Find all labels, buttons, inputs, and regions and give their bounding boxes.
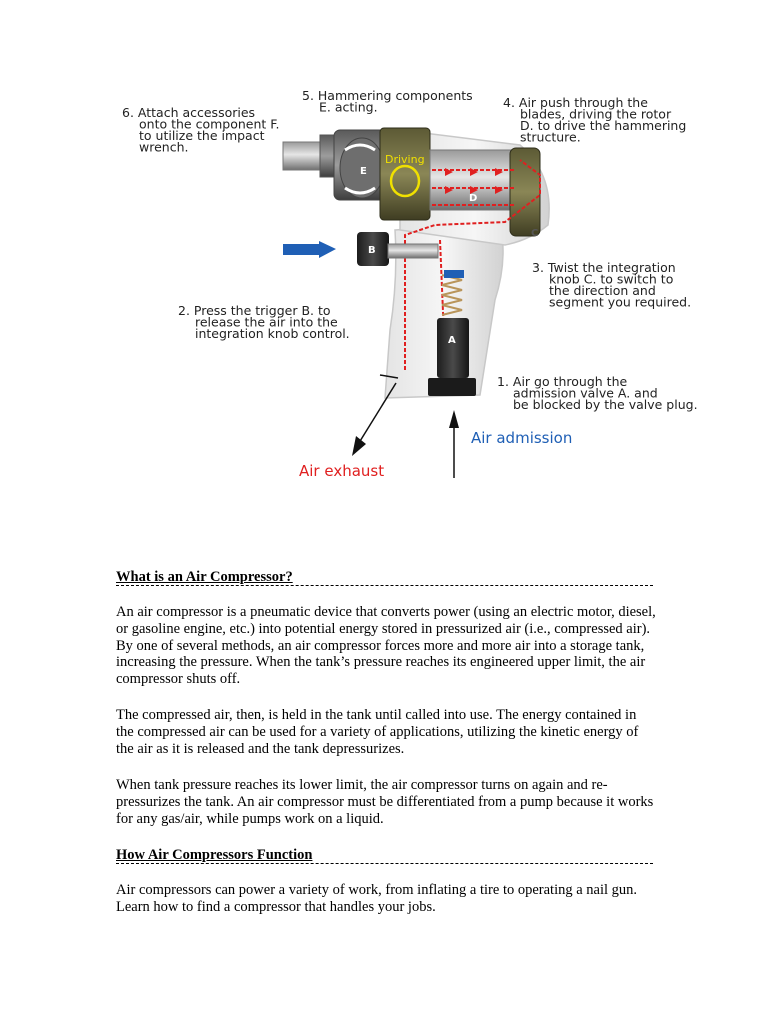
heading-rule — [116, 585, 653, 586]
callout-line: segment you required. — [549, 294, 692, 310]
paragraph: An air compressor is a pneumatic device that converts power (using an electric motor, diesel, or gasoline engine, etc.) into potential energy stored in pressurized air (i.e., compressed air). By one of several methods, an air compressor forces more and more air into a storage tank, increasing the pressure. When the tank’s pressure reaches its engineered upper limit, the air compressor shuts off. — [116, 604, 656, 688]
part-letter-a: A — [448, 335, 456, 346]
callout-line: wrench. — [139, 139, 189, 155]
callout-4 — [503, 95, 686, 145]
admission-arrow-icon — [449, 410, 459, 478]
section-heading-row — [116, 568, 653, 586]
callout-line: E. acting. — [319, 99, 378, 115]
air-exhaust-label: Air exhaust — [299, 462, 385, 480]
callout-line: blades, driving the rotor — [520, 106, 672, 122]
callout-line: integration knob control. — [195, 326, 350, 341]
callout-line: knob C. to switch to — [549, 271, 674, 287]
part-letter-e: E — [360, 166, 367, 177]
paragraph: Air compressors can power a variety of work, from inflating a tire to operating a nail gun. Learn how to find a compressor that handles your jobs. — [116, 882, 638, 915]
trigger-pointer-icon — [283, 241, 336, 258]
callout-line: D. to drive the hammering — [520, 118, 687, 133]
callout-line: the direction and — [549, 283, 656, 298]
paragraph: When tank pressure reaches its lower limit, the air compressor turns on again and re-pressurizes the tank. An air compressor must be differentiated from a pump because it works for any gas/air, while pumps work on a liquid. — [116, 777, 654, 827]
part-letter-f: F — [262, 151, 269, 162]
section-heading: How Air Compressors Function — [116, 847, 313, 863]
callout-1 — [497, 374, 698, 412]
callout-line: be blocked by the valve plug. — [513, 397, 698, 412]
heading-rule — [116, 863, 653, 864]
callout-line: 2. Press the trigger B. to — [178, 303, 331, 318]
section-heading-row — [116, 846, 653, 864]
callout-line: 5. Hammering components — [302, 88, 473, 103]
impact-wrench-diagram — [0, 0, 768, 500]
driving-label: Driving — [385, 153, 425, 166]
section-heading: What is an Air Compressor? — [116, 569, 293, 585]
callout-line: 4. Air push through the — [503, 95, 648, 110]
callout-line: structure. — [520, 129, 581, 145]
part-letter-d: D — [469, 193, 478, 204]
callout-line: 1. Air go through the — [497, 374, 628, 389]
callout-line: to utilize the impact — [139, 128, 265, 143]
paragraph: The compressed air, then, is held in the tank until called into use. The energy contained in the compressed air can be used for a variety of applications, utilizing the kinetic energy of the air as it is released and the tank depressurizes. — [116, 707, 639, 757]
callout-5 — [302, 88, 473, 115]
callout-line: 6. Attach accessories — [122, 105, 256, 120]
part-letter-b: B — [368, 245, 376, 256]
air-admission-label: Air admission — [471, 429, 573, 447]
admission-valve — [437, 318, 469, 378]
callout-line: admission valve A. and — [513, 385, 658, 401]
callout-3 — [532, 260, 691, 310]
callout-line: 3. Twist the integration — [532, 260, 676, 275]
callout-line: onto the component F. — [139, 116, 280, 132]
part-letter-c: C — [531, 228, 539, 239]
callout-2 — [178, 303, 350, 341]
callout-line: release the air into the — [195, 314, 338, 330]
callout-6 — [122, 105, 279, 155]
